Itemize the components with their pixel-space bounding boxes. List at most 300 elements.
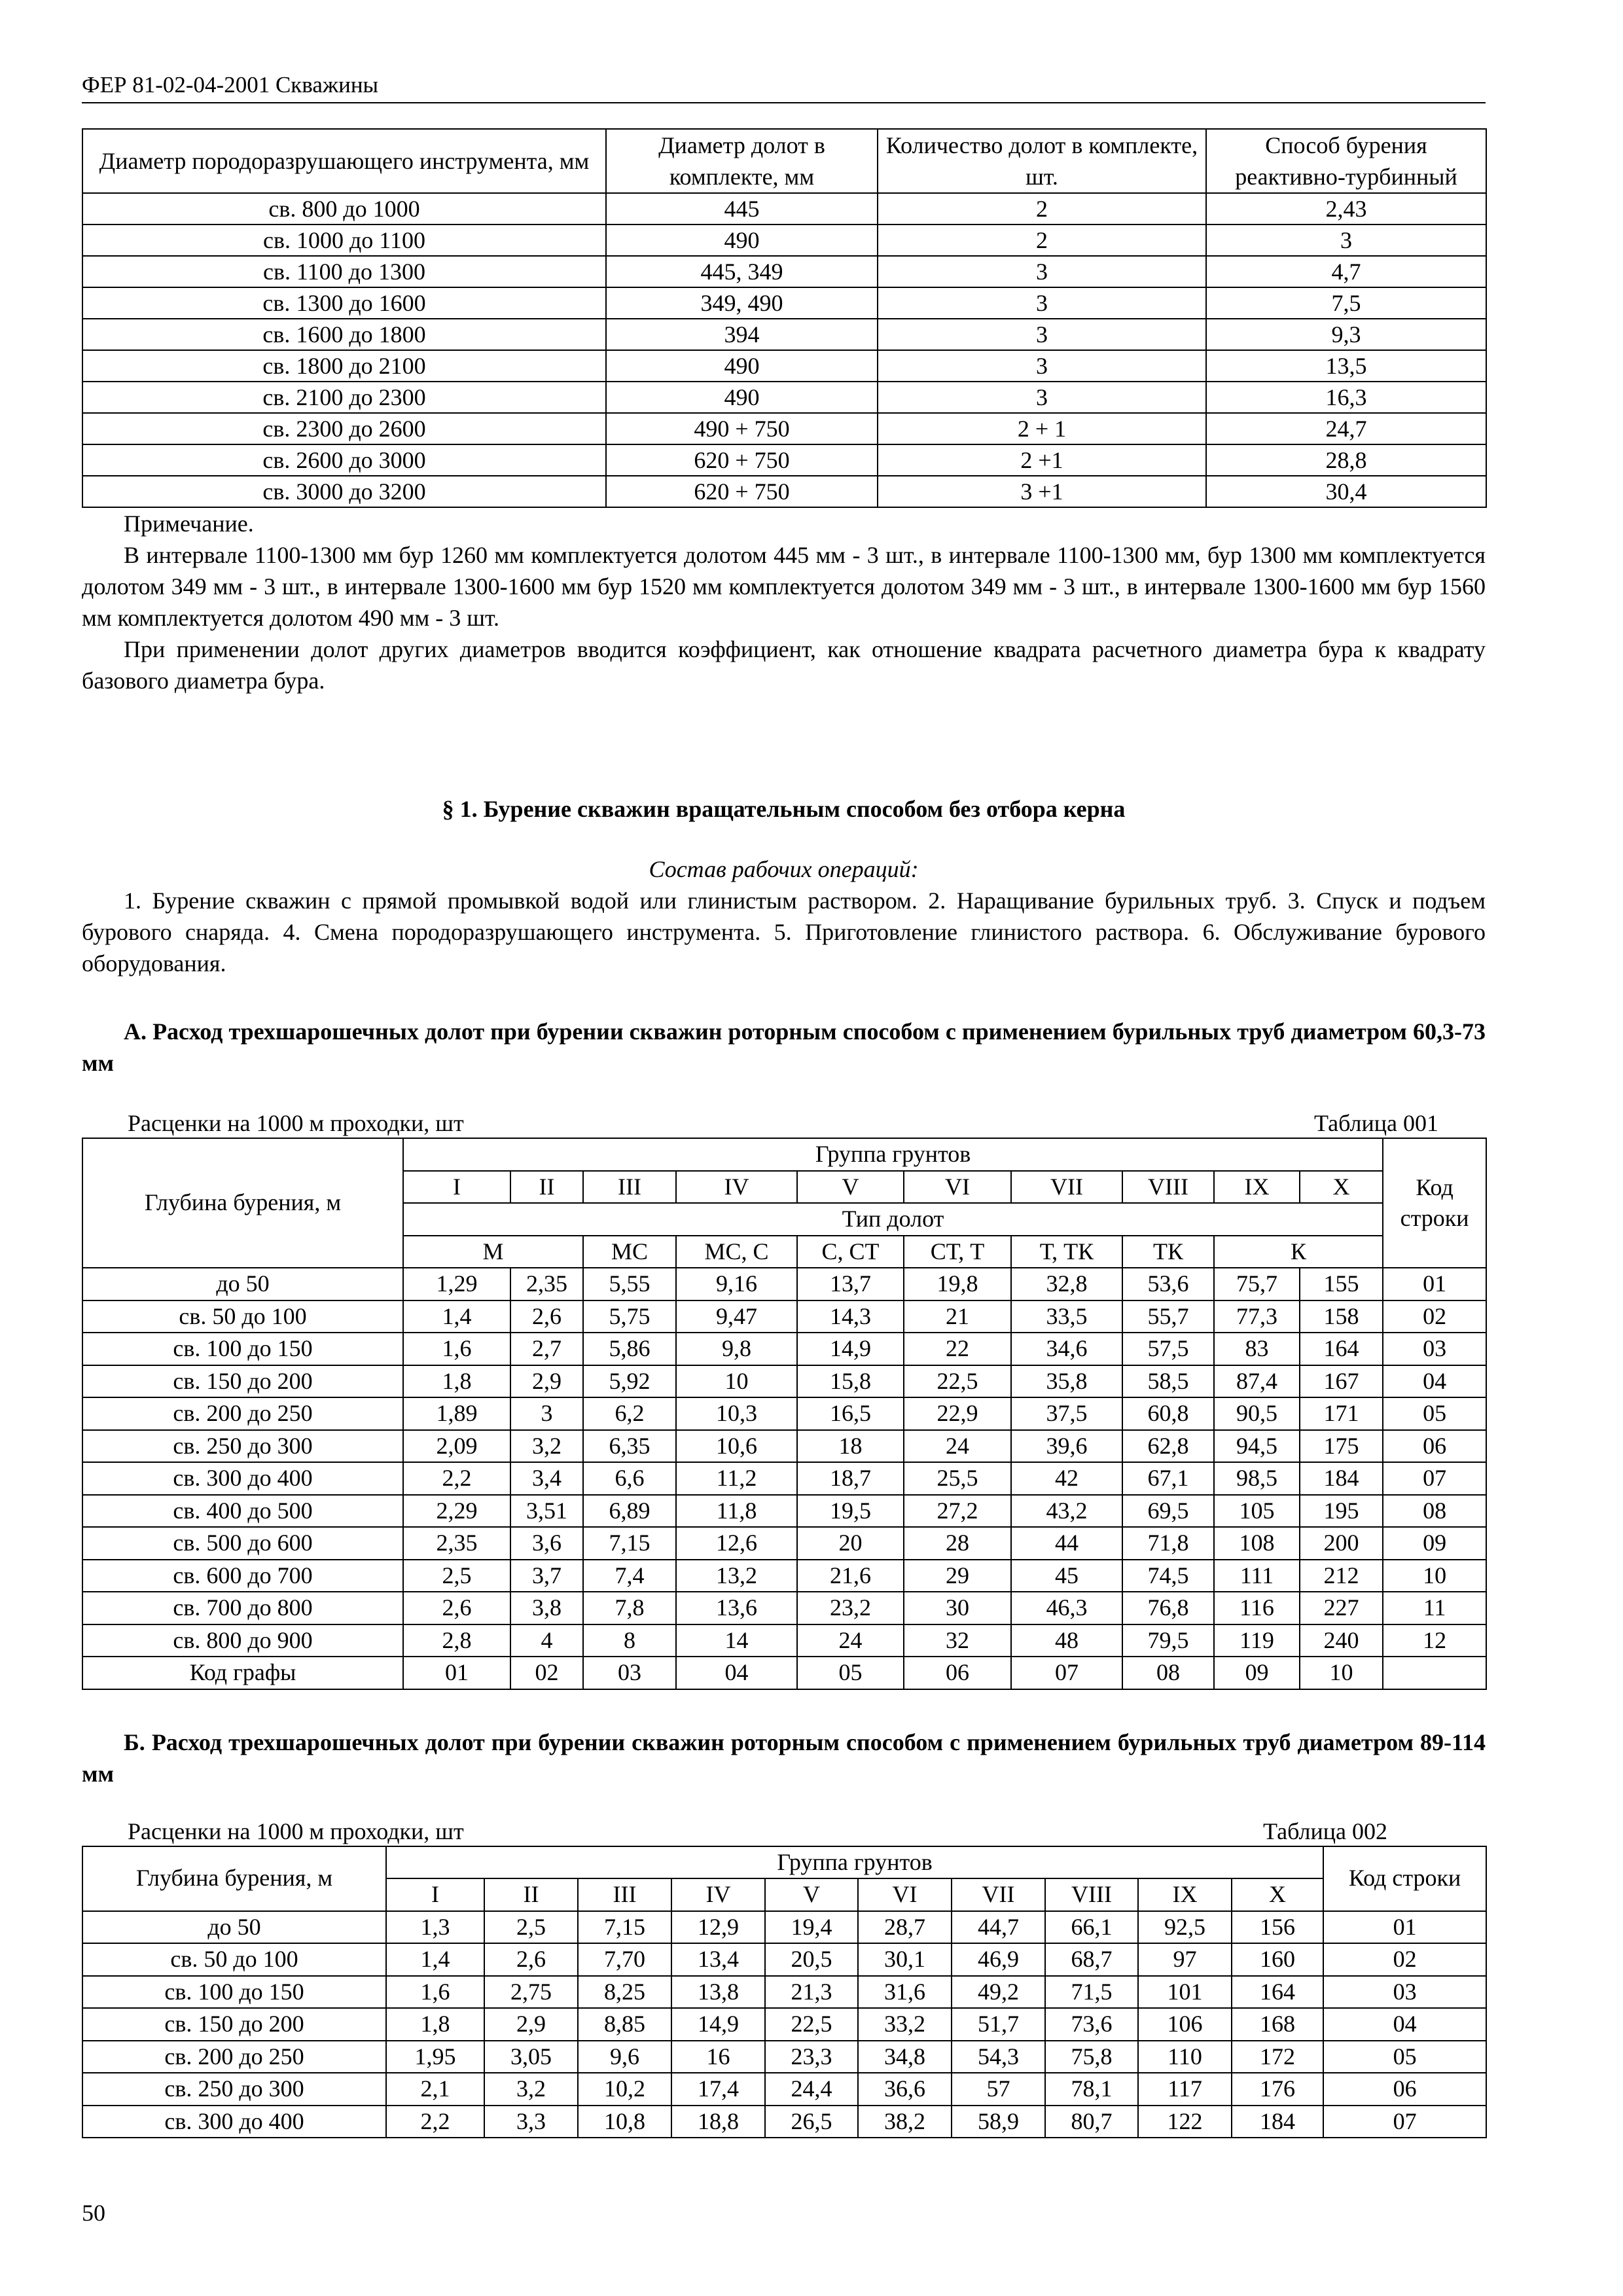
table-cell: 2,29 [403,1495,510,1528]
table-cell: 06 [904,1657,1011,1689]
table-cell: 6,6 [583,1462,676,1495]
table-cell: 10,2 [578,2073,671,2106]
table-cell: 10,6 [676,1430,797,1463]
table-cell: св. 2600 до 3000 [82,444,606,476]
table-row [82,287,1486,319]
bit-type-label: ТК [1122,1236,1214,1268]
table-cell: 168 [1232,2008,1323,2041]
table-cell: 3 [878,319,1206,350]
table-cell: 8,85 [578,2008,671,2041]
table-cell: 2,75 [484,1976,578,2009]
table-cell: 62,8 [1122,1430,1214,1463]
table-cell: 04 [1383,1365,1486,1398]
table-cell: 22 [904,1333,1011,1365]
table-cell: 26,5 [765,2106,858,2138]
table-cell: 78,1 [1045,2073,1138,2106]
table-cell: св. 700 до 800 [82,1592,403,1624]
table-cell: 184 [1232,2106,1323,2138]
table-row [82,1527,1486,1560]
group-label: III [578,1878,671,1911]
table-cell: 108 [1214,1527,1300,1560]
rates-table-002 [82,1846,1487,2139]
table-cell: 20 [797,1527,904,1560]
table-cell: св. 50 до 100 [82,1300,403,1333]
table-cell: 2,6 [484,1943,578,1976]
table-cell: 3,8 [510,1592,583,1624]
table-cell: св. 300 до 400 [82,1462,403,1495]
table-cell: 13,2 [676,1560,797,1592]
table-cell: 17,4 [671,2073,765,2106]
table-cell: 2,5 [484,1911,578,1944]
table-cell: 3 [878,256,1206,287]
table-row [82,1397,1486,1430]
table-cell: 2,9 [510,1365,583,1398]
caption-right: Таблица 002 [1263,1818,1387,1844]
table-cell: 20,5 [765,1943,858,1976]
table-cell: св. 600 до 700 [82,1560,403,1592]
table-cell: 75,8 [1045,2041,1138,2073]
bit-type-label: МС, С [676,1236,797,1268]
table-row [82,224,1486,256]
table-cell: 3 [878,382,1206,413]
table-cell: 3 +1 [878,476,1206,507]
table-cell: 03 [583,1657,676,1689]
column-header: Способ бурения реактивно-турбинный [1206,129,1486,193]
table-cell: 06 [1383,1430,1486,1463]
table-cell: 04 [1323,2008,1486,2041]
table-cell: 9,16 [676,1268,797,1300]
table-cell: 1,6 [403,1333,510,1365]
table-cell: 75,7 [1214,1268,1300,1300]
table-cell: 490 + 750 [606,413,878,444]
group-label: X [1300,1171,1383,1204]
table-cell: 2 [878,193,1206,224]
table-cell: 394 [606,319,878,350]
table-cell: св. 2100 до 2300 [82,382,606,413]
group-header: Группа грунтов [386,1846,1323,1879]
table-cell: 7,15 [583,1527,676,1560]
empty-cell [1383,1657,1486,1689]
table-cell: 10,3 [676,1397,797,1430]
operations-text: 1. Бурение скважин с прямой промывкой водой или глинистым раствором. 2. Наращивание бурильных труб. 3. Спуск и подъем бурового снаряда. 4. Смена породоразрушающего инструмента. 5. Приготовление глинистого раствора. 6. Обслуживание бурового оборудования. [82,888,1486,977]
table-cell: 87,4 [1214,1365,1300,1398]
table-cell: 156 [1232,1911,1323,1944]
table-cell: 1,8 [386,2008,484,2041]
table-cell: 14 [676,1624,797,1657]
table-cell: 7,15 [578,1911,671,1944]
table-row [82,1592,1486,1624]
table-row [82,350,1486,382]
table-caption [82,1109,1486,1138]
table-cell: 68,7 [1045,1943,1138,1976]
table-cell: 14,3 [797,1300,904,1333]
table-cell: 3 [1206,224,1486,256]
table-cell: 5,55 [583,1268,676,1300]
table-row [82,1300,1486,1333]
operations-title: Состав рабочих операций: [649,856,919,882]
table-cell: 2,2 [386,2106,484,2138]
table-cell: 34,6 [1011,1333,1122,1365]
table-cell: 03 [1383,1333,1486,1365]
page-number: 50 [82,2200,105,2226]
table-cell: 620 + 750 [606,476,878,507]
table-cell: 83 [1214,1333,1300,1365]
note-paragraph: В интервале 1100-1300 мм бур 1260 мм комплектуется долотом 445 мм - 3 шт., в интервале 1100-1300 мм, бур 1300 мм комплектуется долотом 349 мм - 3 шт., в интервале 1300-1600 мм бур 1520 мм комплектуется долотом 349 мм - 3 шт., в интервале 1300-1600 мм бур 1560 мм комплектуется долотом 490 мм - 3 шт. [82,542,1486,631]
table-cell: 1,6 [386,1976,484,2009]
table-cell: 2,35 [510,1268,583,1300]
table-cell: 160 [1232,1943,1323,1976]
table-cell: 67,1 [1122,1462,1214,1495]
table-cell: 30,1 [858,1943,952,1976]
table-cell: 240 [1300,1624,1383,1657]
table-cell: 155 [1300,1268,1383,1300]
table-row [82,1430,1486,1463]
table-cell: 13,6 [676,1592,797,1624]
table-body [82,1911,1486,2138]
table-cell: 2,09 [403,1430,510,1463]
table-cell: 74,5 [1122,1560,1214,1592]
bit-type-label: С, СТ [797,1236,904,1268]
table-row [82,1333,1486,1365]
table-cell: 7,70 [578,1943,671,1976]
type-header: Тип долот [403,1203,1383,1236]
table-cell: 3,7 [510,1560,583,1592]
rates-table-001 [82,1138,1487,1690]
table-cell: 7,4 [583,1560,676,1592]
table-cell: 51,7 [952,2008,1045,2041]
table-cell: 08 [1383,1495,1486,1528]
table-cell: 02 [510,1657,583,1689]
note-paragraph: При применении долот других диаметров вводится коэффициент, как отношение квадрата расчетного диаметра бура к квадрату базового диаметра бура. [82,636,1486,694]
table-cell: 90,5 [1214,1397,1300,1430]
table-cell: 42 [1011,1462,1122,1495]
group-label: IV [671,1878,765,1911]
table-cell: 8,25 [578,1976,671,2009]
section-title: § 1. Бурение скважин вращательным способом без отбора керна [442,796,1126,822]
table-cell: 44 [1011,1527,1122,1560]
table-cell: 1,95 [386,2041,484,2073]
table-cell: св. 250 до 300 [82,1430,403,1463]
table-cell: 167 [1300,1365,1383,1398]
table-cell: Код графы [82,1657,403,1689]
table-cell: 58,5 [1122,1365,1214,1398]
group-label: II [484,1878,578,1911]
table-cell: 2 + 1 [878,413,1206,444]
table-cell: 2 [878,224,1206,256]
table-cell: 9,3 [1206,319,1486,350]
table-cell: 227 [1300,1592,1383,1624]
table-cell: 07 [1011,1657,1122,1689]
table-cell: 5,75 [583,1300,676,1333]
table-cell: 01 [1383,1268,1486,1300]
table-body [82,193,1486,507]
table-cell: 94,5 [1214,1430,1300,1463]
table-cell: 184 [1300,1462,1383,1495]
table-cell: 620 + 750 [606,444,878,476]
table-cell: 14,9 [671,2008,765,2041]
table-cell: 11,8 [676,1495,797,1528]
table-cell: 3 [878,287,1206,319]
table-cell: 79,5 [1122,1624,1214,1657]
table-cell: 490 [606,350,878,382]
table-cell: 10,8 [578,2106,671,2138]
table-row [82,476,1486,507]
table-cell: 7,8 [583,1592,676,1624]
code-header: Код строки [1323,1846,1486,1911]
bit-set-table [82,128,1487,508]
table-cell: 3,3 [484,2106,578,2138]
table-cell: 200 [1300,1527,1383,1560]
table-cell: 66,1 [1045,1911,1138,1944]
group-label: VI [904,1171,1011,1204]
table-cell: св. 1100 до 1300 [82,256,606,287]
group-label: II [510,1171,583,1204]
table-cell: св. 3000 до 3200 [82,476,606,507]
table-cell: 23,2 [797,1592,904,1624]
table-cell: 16,5 [797,1397,904,1430]
table-cell: 32,8 [1011,1268,1122,1300]
table-cell: 171 [1300,1397,1383,1430]
table-cell: 22,5 [765,2008,858,2041]
table-cell: 43,2 [1011,1495,1122,1528]
table-cell: 80,7 [1045,2106,1138,2138]
table-cell: 02 [1323,1943,1486,1976]
table-cell: 76,8 [1122,1592,1214,1624]
table-cell: 105 [1214,1495,1300,1528]
table-cell: 158 [1300,1300,1383,1333]
group-label: VI [858,1878,952,1911]
table-cell: 12,6 [676,1527,797,1560]
table-cell: 2,9 [484,2008,578,2041]
table-cell: св. 800 до 900 [82,1624,403,1657]
table-row [82,1365,1486,1398]
table-cell: 07 [1323,2106,1486,2138]
table-cell: 2,7 [510,1333,583,1365]
table-cell: 445 [606,193,878,224]
table-row [82,1943,1486,1976]
table-cell: 60,8 [1122,1397,1214,1430]
group-label: VII [1011,1171,1122,1204]
caption-left: Расценки на 1000 м проходки, шт [128,1110,464,1136]
table-cell: 3,05 [484,2041,578,2073]
table-cell: 69,5 [1122,1495,1214,1528]
table-cell: 04 [676,1657,797,1689]
table-cell: 10 [1383,1560,1486,1592]
table-cell: 34,8 [858,2041,952,2073]
table-cell: 176 [1232,2073,1323,2106]
table-cell: 21 [904,1300,1011,1333]
table-cell: 55,7 [1122,1300,1214,1333]
table-cell: 490 [606,224,878,256]
table-cell: 2 +1 [878,444,1206,476]
table-cell: 97 [1138,1943,1232,1976]
code-header: Код строки [1383,1138,1486,1268]
table-cell: 19,4 [765,1911,858,1944]
column-header: Диаметр породоразрушающего инструмента, мм [82,129,606,193]
table-cell: 106 [1138,2008,1232,2041]
table-cell: 29 [904,1560,1011,1592]
table-cell: 24 [904,1430,1011,1463]
table-cell: 36,6 [858,2073,952,2106]
table-cell: 12 [1383,1624,1486,1657]
table-cell: 164 [1300,1333,1383,1365]
table-cell: 30,4 [1206,476,1486,507]
table-cell: до 50 [82,1911,386,1944]
table-cell: св. 500 до 600 [82,1527,403,1560]
table-cell: 16,3 [1206,382,1486,413]
bit-type-label: М [403,1236,583,1268]
table-cell: 8 [583,1624,676,1657]
group-label: IV [676,1171,797,1204]
document-page [82,72,1486,2138]
table-caption [82,1817,1486,1846]
table-cell: 7,5 [1206,287,1486,319]
table-cell: 1,29 [403,1268,510,1300]
table-cell: св. 250 до 300 [82,2073,386,2106]
table-cell: 490 [606,382,878,413]
table-cell: 38,2 [858,2106,952,2138]
column-code-row [82,1657,1486,1689]
table-cell: 05 [1383,1397,1486,1430]
table-cell: 117 [1138,2073,1232,2106]
table-cell: 73,6 [1045,2008,1138,2041]
table-row [82,1560,1486,1592]
table-cell: 35,8 [1011,1365,1122,1398]
table-row [82,1911,1486,1944]
table-cell: 57,5 [1122,1333,1214,1365]
table-cell: 28,7 [858,1911,952,1944]
table-cell: 46,9 [952,1943,1045,1976]
table-cell: 6,35 [583,1430,676,1463]
table-cell: 54,3 [952,2041,1045,2073]
table-cell: св. 800 до 1000 [82,193,606,224]
table-row [82,319,1486,350]
subsection-title-a: А. Расход трехшарошечных долот при бурении скважин роторным способом с применением бурильных труб диаметром 60,3-73 мм [82,1018,1486,1076]
table-cell: 445, 349 [606,256,878,287]
table-cell: 3,4 [510,1462,583,1495]
table-cell: 9,6 [578,2041,671,2073]
table-cell: 116 [1214,1592,1300,1624]
table-cell: 18,8 [671,2106,765,2138]
table-cell: св. 150 до 200 [82,1365,403,1398]
table-cell: св. 400 до 500 [82,1495,403,1528]
table-row [82,2008,1486,2041]
table-cell: 1,4 [403,1300,510,1333]
group-label: VII [952,1878,1045,1911]
table-cell: 1,8 [403,1365,510,1398]
table-cell: 2,6 [510,1300,583,1333]
bit-type-label: Т, ТК [1011,1236,1122,1268]
table-cell: 5,86 [583,1333,676,1365]
table-cell: 175 [1300,1430,1383,1463]
caption-right: Таблица 001 [1314,1110,1438,1136]
table-cell: 1,89 [403,1397,510,1430]
table-cell: 49,2 [952,1976,1045,2009]
table-cell: 02 [1383,1300,1486,1333]
table-row [82,413,1486,444]
running-header: ФЕР 81-02-04-2001 Скважины [82,72,1486,103]
group-label: V [765,1878,858,1911]
table-cell: 9,8 [676,1333,797,1365]
table-cell: 45 [1011,1560,1122,1592]
table-cell: 44,7 [952,1911,1045,1944]
column-header: Количество долот в комплекте, шт. [878,129,1206,193]
table-cell: св. 150 до 200 [82,2008,386,2041]
table-cell: 19,5 [797,1495,904,1528]
table-row [82,1495,1486,1528]
table-cell: св. 100 до 150 [82,1333,403,1365]
table-body [82,1268,1486,1689]
table-cell: 4,7 [1206,256,1486,287]
table-cell: 2,6 [403,1592,510,1624]
table-row [82,1268,1486,1300]
table-cell: 6,2 [583,1397,676,1430]
table-cell: 21,3 [765,1976,858,2009]
table-cell: 21,6 [797,1560,904,1592]
table-cell: 13,8 [671,1976,765,2009]
table-cell: 122 [1138,2106,1232,2138]
table-row [82,444,1486,476]
table-cell: 119 [1214,1624,1300,1657]
table-cell: 06 [1323,2073,1486,2106]
table-cell: 58,9 [952,2106,1045,2138]
table-cell: 24,7 [1206,413,1486,444]
table-cell: 10 [676,1365,797,1398]
group-label: III [583,1171,676,1204]
table-cell: 16 [671,2041,765,2073]
table-cell: 08 [1122,1657,1214,1689]
table-cell: 01 [1323,1911,1486,1944]
table-cell: 30 [904,1592,1011,1624]
table-cell: 28,8 [1206,444,1486,476]
table-cell: 22,9 [904,1397,1011,1430]
table-cell: 101 [1138,1976,1232,2009]
table-cell: 18,7 [797,1462,904,1495]
group-header: Группа грунтов [403,1138,1383,1171]
table-cell: 39,6 [1011,1430,1122,1463]
group-label: I [386,1878,484,1911]
table-cell: св. 50 до 100 [82,1943,386,1976]
table-cell: 2,1 [386,2073,484,2106]
table-cell: 2,8 [403,1624,510,1657]
table-cell: 1,4 [386,1943,484,1976]
table-cell: 22,5 [904,1365,1011,1398]
table-cell: 18 [797,1430,904,1463]
table-cell: св. 200 до 250 [82,1397,403,1430]
table-row [82,2073,1486,2106]
subsection-title-b: Б. Расход трехшарошечных долот при бурении скважин роторным способом с применением бурильных труб диаметром 89-114 мм [82,1729,1486,1787]
table-cell: 11 [1383,1592,1486,1624]
table-cell: 3,6 [510,1527,583,1560]
table-cell: св. 300 до 400 [82,2106,386,2138]
table-cell: 77,3 [1214,1300,1300,1333]
table-cell: 13,4 [671,1943,765,1976]
table-cell: 28 [904,1527,1011,1560]
table-cell: 09 [1214,1657,1300,1689]
table-cell: 71,8 [1122,1527,1214,1560]
table-row [82,1462,1486,1495]
table-cell: 53,6 [1122,1268,1214,1300]
table-row [82,2041,1486,2073]
depth-header: Глубина бурения, м [82,1138,403,1268]
table-cell: 09 [1383,1527,1486,1560]
table-cell: 110 [1138,2041,1232,2073]
table-row [82,1624,1486,1657]
table-cell: 33,5 [1011,1300,1122,1333]
table-cell: 14,9 [797,1333,904,1365]
bit-type-label: К [1214,1236,1383,1268]
table-cell: св. 1300 до 1600 [82,287,606,319]
